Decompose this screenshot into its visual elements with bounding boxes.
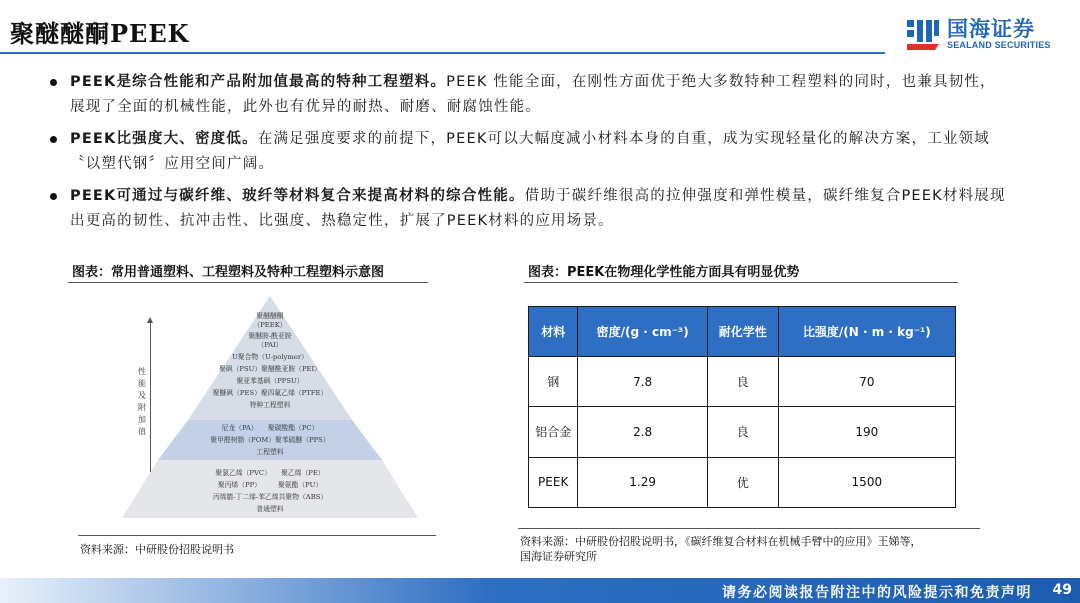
table-cell: PEEK	[529, 457, 578, 507]
performance-axis-label: 性能及附加值	[138, 367, 146, 436]
pyramid-label: 尼龙（PA） 聚碳酸酯（PC）	[221, 424, 319, 432]
pyramid-label: 聚醚醚酮	[256, 312, 284, 320]
bullet-bold: PEEK比强度大、密度低。	[70, 131, 258, 147]
table-cell: 7.8	[578, 357, 708, 407]
right-caption-divider	[524, 282, 958, 283]
pyramid-general-labels	[170, 467, 370, 515]
table-cell: 1.29	[578, 457, 708, 507]
company-logo	[905, 16, 1051, 52]
bullet-dot-icon	[50, 136, 57, 143]
bullet-dot-icon	[50, 193, 57, 200]
pyramid-special-labels	[170, 310, 370, 411]
bullet-bold: PEEK可通过与碳纤维、玻纤等材料复合来提高材料的综合性能。	[70, 188, 525, 204]
page-number: 49	[1052, 582, 1072, 598]
bullet-item	[50, 70, 1010, 120]
right-figure-caption: 图表：PEEK在物理化学性能方面具有明显优势	[528, 265, 800, 280]
table-cell: 1500	[778, 457, 955, 507]
pyramid-label: 聚甲醛树脂（POM）聚苯硫醚（PPS）	[210, 436, 330, 444]
title-divider	[0, 52, 885, 54]
table-cell: 优	[707, 457, 778, 507]
table-cell: 190	[778, 407, 955, 457]
sealand-logo-icon	[905, 16, 941, 52]
performance-axis-arrow	[150, 322, 151, 472]
pyramid-label: 丙烯腈-丁二烯-苯乙烯共聚物（ABS）	[212, 493, 328, 501]
pyramid-label: 聚亚苯基砜（PPSU）	[236, 377, 304, 385]
left-figure-caption: 图表：常用普通塑料、工程塑料及特种工程塑料示意图	[72, 265, 385, 280]
table-row	[529, 357, 956, 407]
footer-bar	[0, 578, 1080, 603]
pyramid-label: 聚砜（PSU）聚醚酰亚胺（PEI）	[219, 365, 321, 373]
pyramid-label: U聚合物（U-polymer）	[232, 353, 308, 361]
page-title: 聚醚醚酮PEEK	[10, 19, 190, 48]
pyramid-tier-title: 工程塑料	[256, 448, 284, 456]
table-cell: 钢	[529, 357, 578, 407]
pyramid-engineering-labels	[170, 422, 370, 458]
table-row	[529, 457, 956, 507]
pyramid-label: 聚醚胺-酰亚胺	[248, 332, 292, 340]
table-cell: 2.8	[578, 407, 708, 457]
table-row	[529, 407, 956, 457]
bullet-item	[50, 184, 1010, 234]
table-header-cell: 材料	[529, 307, 578, 357]
table-cell: 良	[707, 407, 778, 457]
left-figure-source: 资料来源：中研股份招股说明书	[80, 543, 234, 556]
bullet-bold: PEEK是综合性能和产品附加值最高的特种工程塑料。	[70, 74, 447, 90]
bullet-text: PEEK 性能全面，在刚性方面优于绝大多数特种工程塑料的同时，也兼具韧性，展现了全面的机械性能，此外也有优异的耐热、耐磨、耐腐蚀性能。	[70, 74, 996, 115]
table-header-cell: 耐化学性	[707, 307, 778, 357]
left-source-divider	[78, 535, 436, 536]
table-cell: 70	[778, 357, 955, 407]
source-line: 国海证券研究所	[520, 550, 597, 563]
pyramid-label: 聚醚砜（PES）聚四氟乙烯（PTFE）	[212, 389, 328, 397]
logo-cn-text: 国海证券	[947, 17, 1035, 41]
bullet-text: 借助于碳纤维很高的拉伸强度和弹性模量，碳纤维复合PEEK材料展现出更高的韧性、抗冲击性、比强度、热稳定性，扩展了PEEK材料的应用场景。	[70, 188, 1006, 229]
bullet-item	[50, 127, 1010, 177]
table-cell: 铝合金	[529, 407, 578, 457]
source-line: 资料来源：中研股份招股说明书，《碳纤维复合材料在机械手臂中的应用》王娣等，	[520, 535, 922, 548]
pyramid-tier-title: 普通塑料	[256, 505, 284, 513]
footer-disclaimer: 请务必阅读报告附注中的风险提示和免责声明	[722, 585, 1032, 601]
logo-en-text: SEALAND SECURITIES	[947, 40, 1051, 50]
table-header-cell: 比强度/(N · m · kg⁻¹)	[778, 307, 955, 357]
bullet-dot-icon	[50, 79, 57, 86]
pyramid-tier-title: 特种工程塑料	[249, 401, 291, 409]
pyramid-label: （PEEK）	[253, 321, 287, 329]
pyramid-label: （PAI）	[257, 341, 283, 349]
right-figure-source	[520, 534, 922, 564]
table-header-cell: 密度/(g · cm⁻³)	[578, 307, 708, 357]
pyramid-label: 聚氯乙烯（PVC） 聚乙烯（PE）	[215, 469, 325, 477]
bullet-list	[50, 70, 1010, 241]
right-source-divider	[518, 528, 980, 529]
left-caption-divider	[68, 282, 428, 283]
bullet-text: 在满足强度要求的前提下，PEEK可以大幅度减小材料本身的自重，成为实现轻量化的解决方案，工业领域〝以塑代钢〞应用空间广阔。	[70, 131, 990, 172]
table-header-row	[529, 307, 956, 357]
properties-table	[528, 306, 956, 508]
table-cell: 良	[707, 357, 778, 407]
pyramid-label: 聚丙烯（PP） 聚氨酯（PU）	[217, 481, 323, 489]
